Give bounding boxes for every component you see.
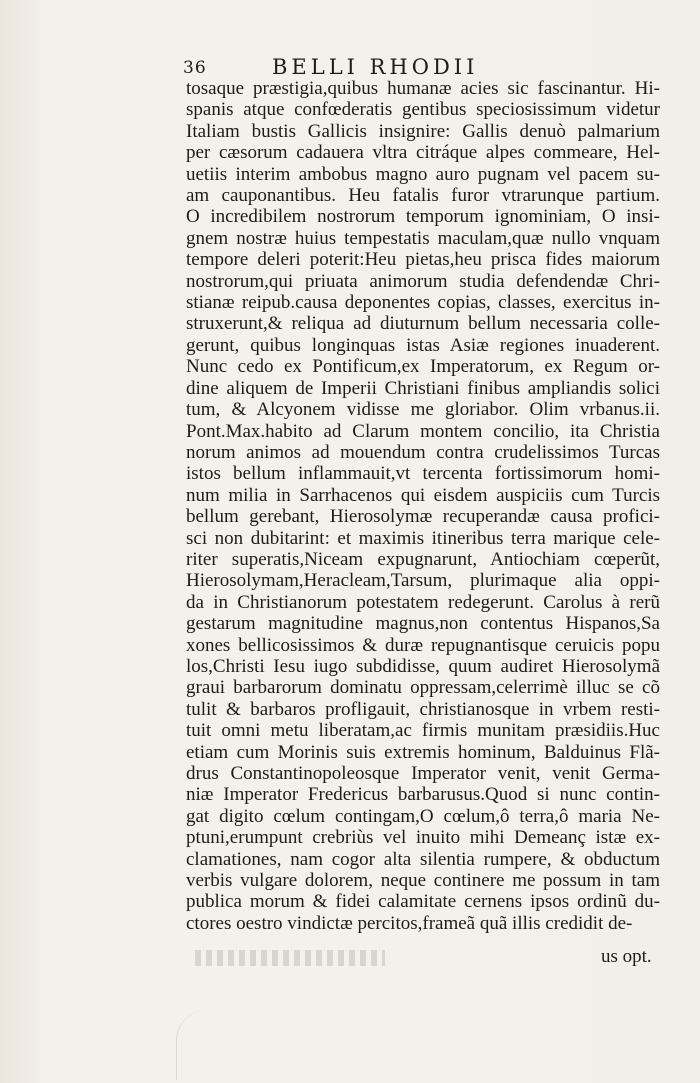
text-line: Italiam bustis Gallicis insignire: Gallis denuò palmarium — [186, 120, 660, 142]
text-line: per cæsorum cadauera vltra citráque alpes commeare, Hel- — [186, 142, 660, 164]
text-line: Nunc cedo ex Pontificum,ex Imperatorum, ex Regum or- — [186, 356, 660, 378]
text-line: bellum gerebant, Hierosolymæ recuperandæ causa profici- — [186, 506, 660, 528]
text-line: tulit & barbaros profligauit, christianosque in vrbem resti- — [186, 698, 660, 720]
text-line: uetiis interim ambobus magno auro pugnam vel pacem su- — [186, 163, 660, 185]
text-line: etiam cum Morinis suis extremis hominum, Balduinus Flã- — [186, 741, 660, 763]
text-line: gestarum magnitudine magnus,non contentus Hispanos,Sa — [186, 613, 660, 635]
text-line: am cauponantibus. Heu fatalis furor vtrarunque partium. — [186, 185, 660, 207]
text-line: ptuni,erumpunt crebriùs vel inuito mihi Demeanç istæ ex- — [186, 827, 660, 849]
page-number: 36 — [183, 58, 207, 78]
page-fold-mark — [176, 1010, 207, 1080]
text-line: da in Christianorum potestatem redegerunt. Carolus à rerũ — [186, 591, 660, 613]
running-head: BELLI RHODII — [272, 55, 479, 79]
text-line: tosaque præstigia,quibus humanæ acies sic fascinantur. Hi- — [186, 78, 660, 99]
text-line: los,Christi Iesu iugo subdidisse, quum audiret Hierosolymã — [186, 655, 660, 677]
text-line: nostrorum,qui priuata animorum studia defendendæ Chri- — [186, 270, 660, 292]
show-through-mark — [195, 950, 385, 966]
text-line: norum animos ad mouendum contra crudelissimos Turcas — [186, 441, 660, 463]
text-line: gnem nostræ huius tempestatis maculam,quæ nullo vnquam — [186, 227, 660, 249]
text-line: Pont.Max.habito ad Clarum montem concilio, ita Christia — [186, 420, 660, 442]
text-line: tempore deleri poterit:Heu pietas,heu prisca fides maiorum — [186, 249, 660, 271]
text-line: publica morum & fidei calamitate cernens ipsos ordinũ du- — [186, 891, 660, 913]
text-line: tum, & Alcyonem vidisse me gloriabor. Olim vrbanus.ii. — [186, 399, 660, 421]
text-line: num milia in Sarrhacenos qui eisdem auspiciis cum Turcis — [186, 484, 660, 506]
text-line: verbis vulgare dolorem, neque continere me possum in tam — [186, 870, 660, 892]
text-line: ctores oestro vindictæ percitos,frameã quã illis credidit de- — [186, 912, 633, 934]
text-line: graui barbarorum dominatu oppressam,celerrimè illuc se cõ — [186, 677, 660, 699]
body-text — [186, 78, 660, 934]
text-line: gerunt, quibus longinquas istas Asiæ regiones inuaderent. — [186, 334, 660, 356]
text-line: drus Constantinopoleosque Imperator venit, venit Germa- — [186, 763, 660, 784]
text-line: xones bellicosissimos & duræ repugnantisque ceruicis popu — [186, 634, 660, 656]
text-line: riter superatis,Niceam expugnarunt, Antiochiam cœperũt, — [186, 548, 660, 570]
text-line: spanis atque confœderatis gentibus speciosissimum videtur — [186, 99, 660, 121]
text-line: tuit omni metu liberatam,ac firmis munitam præsidiis.Huc — [186, 720, 660, 742]
text-line: Hierosolymam,Heracleam,Tarsum, plurimaque alia oppi- — [186, 570, 660, 592]
text-line: clamationes, nam cogor alta silentia rumpere, & obductum — [186, 848, 660, 870]
text-line: stianæ reipub.causa deponentes copias, classes, exercitus in- — [186, 292, 660, 314]
text-line: niæ Imperator Fredericus barbarusus.Quod si nunc contin- — [186, 784, 660, 806]
text-line: struxerunt,& reliqua ad diuturnum bellum necessaria colle- — [186, 313, 660, 335]
text-line: O incredibilem nostrorum temporum ignominiam, O insi- — [186, 206, 660, 228]
text-line: dine aliquem de Imperii Christiani finibus ampliandis solici — [186, 377, 660, 399]
text-line: gat digito cœlum contingam,O cœlum,ô terra,ô maria Ne- — [186, 805, 660, 827]
text-line: sci non dubitarint: et maximis itineribus terra marique cele- — [186, 527, 660, 549]
text-line: istos bellum inflammauit,vt tercenta fortissimorum homi- — [186, 463, 660, 485]
catchword: us opt. — [601, 946, 652, 967]
